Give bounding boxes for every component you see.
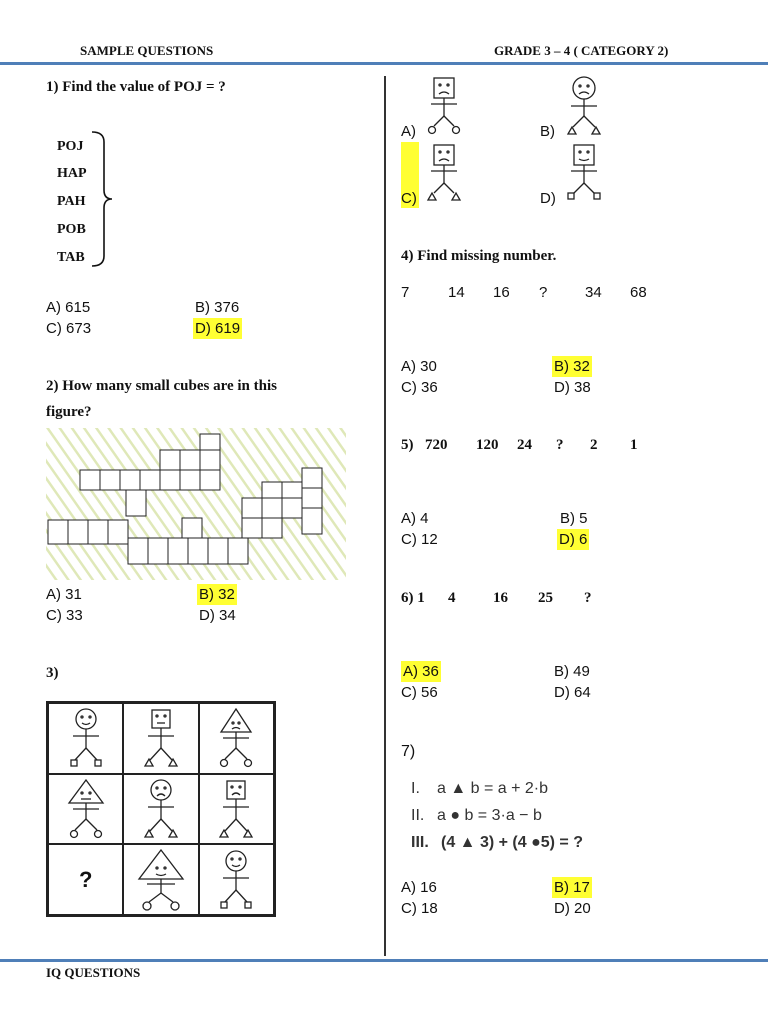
q4-title: 4) Find missing number. [401,248,557,264]
header-rule [0,62,768,65]
grid-cell-round-face [48,703,123,774]
q6-option-c[interactable]: C) 56 [401,684,438,701]
q4-seq-item: ? [539,284,548,301]
q7-rule: II. a ● b = 3·a − b [411,807,542,824]
q6-option-b[interactable]: B) 49 [554,663,590,680]
q6-seq-item: 4 [448,590,456,606]
q4-option-c[interactable]: C) 36 [401,379,438,396]
q3-title: 3) [46,665,59,681]
q6-option-d[interactable]: D) 64 [554,684,591,701]
q5-seq-item: 1 [630,437,638,453]
q5-option-d[interactable]: D) 6 [559,531,588,548]
option-d-figure-square-head-square-feet-icon [560,143,610,203]
q6-seq-item: 6) 1 [401,590,425,606]
q1-option-d[interactable]: D) 619 [195,320,241,337]
header-left: SAMPLE QUESTIONS [80,43,214,58]
missing-mark: ? [78,866,93,892]
q5-option-a[interactable]: A) 4 [401,510,429,527]
stick-figure-round-head-square-feet-icon [61,708,111,768]
q3-figure-grid [46,701,276,917]
q7-option-a[interactable]: A) 16 [401,879,437,896]
q2-option-d[interactable]: D) 34 [199,607,236,624]
q2-cube-figure [46,428,346,580]
q3-option-a[interactable]: A) [401,123,417,140]
q2-title: 2) How many small cubes are in this figure? [46,378,277,420]
grid-cell-square-face [199,774,274,845]
option-c-figure-square-head-triangle-feet-icon [420,143,470,203]
grid-cell-round-face [199,844,274,915]
q5-seq-item: 2 [590,437,598,453]
grid-cell-missing [48,844,123,915]
q4-seq-item: 34 [585,284,602,301]
q1-code: POB [57,222,86,237]
stick-figure-round-head-square-feet-icon [211,850,261,910]
q7-option-d[interactable]: D) 20 [554,900,591,917]
q1-code: HAP [57,166,87,181]
q7-title: 7) [401,743,416,760]
q1-code: POJ [57,139,84,154]
q7-option-b[interactable]: B) 17 [554,879,590,896]
q4-seq-item: 16 [493,284,510,301]
q5-seq-item: 120 [476,437,499,453]
q1-option-a[interactable]: A) 615 [46,299,91,316]
stick-figure-triangle-head-circle-feet-icon [211,708,261,768]
q3-option-d[interactable]: D) [540,190,556,207]
q2-option-b[interactable]: B) 32 [199,586,235,603]
q3-option-b[interactable]: B) [540,123,556,140]
stick-figure-square-head-triangle-feet-icon [211,779,261,839]
q6-seq-item: 16 [493,590,508,606]
q6-seq-item: ? [584,590,592,606]
option-a-figure-square-head-circle-feet-icon [420,76,470,136]
header-right: GRADE 3 – 4 ( CATEGORY 2) [494,43,669,58]
option-b-figure-round-head-triangle-feet-icon [560,76,610,136]
grid-cell-round-face [123,774,198,845]
q1-code: TAB [57,250,85,265]
q7-rule: I. a ▲ b = a + 2·b [411,780,549,797]
q5-seq-item: 720 [425,437,448,453]
grid-cell-triangle-face [123,844,198,915]
grid-cell-triangle-face [199,703,274,774]
q7-rule: III. (4 ▲ 3) + (4 ●5) = ? [411,834,583,851]
q1-title: 1) Find the value of POJ = ? [46,79,226,95]
q5-seq-item: 5) [401,437,414,453]
footer-text: IQ QUESTIONS [46,965,141,980]
q3-option-c[interactable]: C) [401,190,417,207]
q2-option-a[interactable]: A) 31 [46,586,82,603]
q5-option-b[interactable]: B) 5 [560,510,588,527]
q4-option-d[interactable]: D) 38 [554,379,591,396]
q1-option-c[interactable]: C) 673 [46,320,92,337]
q2-option-c[interactable]: C) 33 [46,607,83,624]
q1-code: PAH [57,194,86,209]
q6-option-a[interactable]: A) 36 [403,663,439,680]
column-divider [384,76,386,956]
footer-rule [0,959,768,962]
stick-figure-triangle-head-circle-feet-icon [133,849,189,911]
q5-option-c[interactable]: C) 12 [401,531,438,548]
q4-seq-item: 14 [448,284,465,301]
q6-seq-item: 25 [538,590,553,606]
q1-brace-icon [90,128,130,270]
grid-cell-triangle-face [48,774,123,845]
q7-option-c[interactable]: C) 18 [401,900,438,917]
q1-option-b[interactable]: B) 376 [195,299,240,316]
stick-figure-triangle-head-circle-feet-icon [61,779,111,839]
q4-seq-item: 7 [401,284,410,301]
q5-seq-item: 24 [517,437,532,453]
q4-seq-item: 68 [630,284,647,301]
stick-figure-round-head-triangle-feet-icon [136,779,186,839]
q4-option-a[interactable]: A) 30 [401,358,437,375]
q5-seq-item: ? [556,437,564,453]
stick-figure-square-head-triangle-feet-icon [136,708,186,768]
grid-cell-square-face [123,703,198,774]
q4-option-b[interactable]: B) 32 [554,358,590,375]
